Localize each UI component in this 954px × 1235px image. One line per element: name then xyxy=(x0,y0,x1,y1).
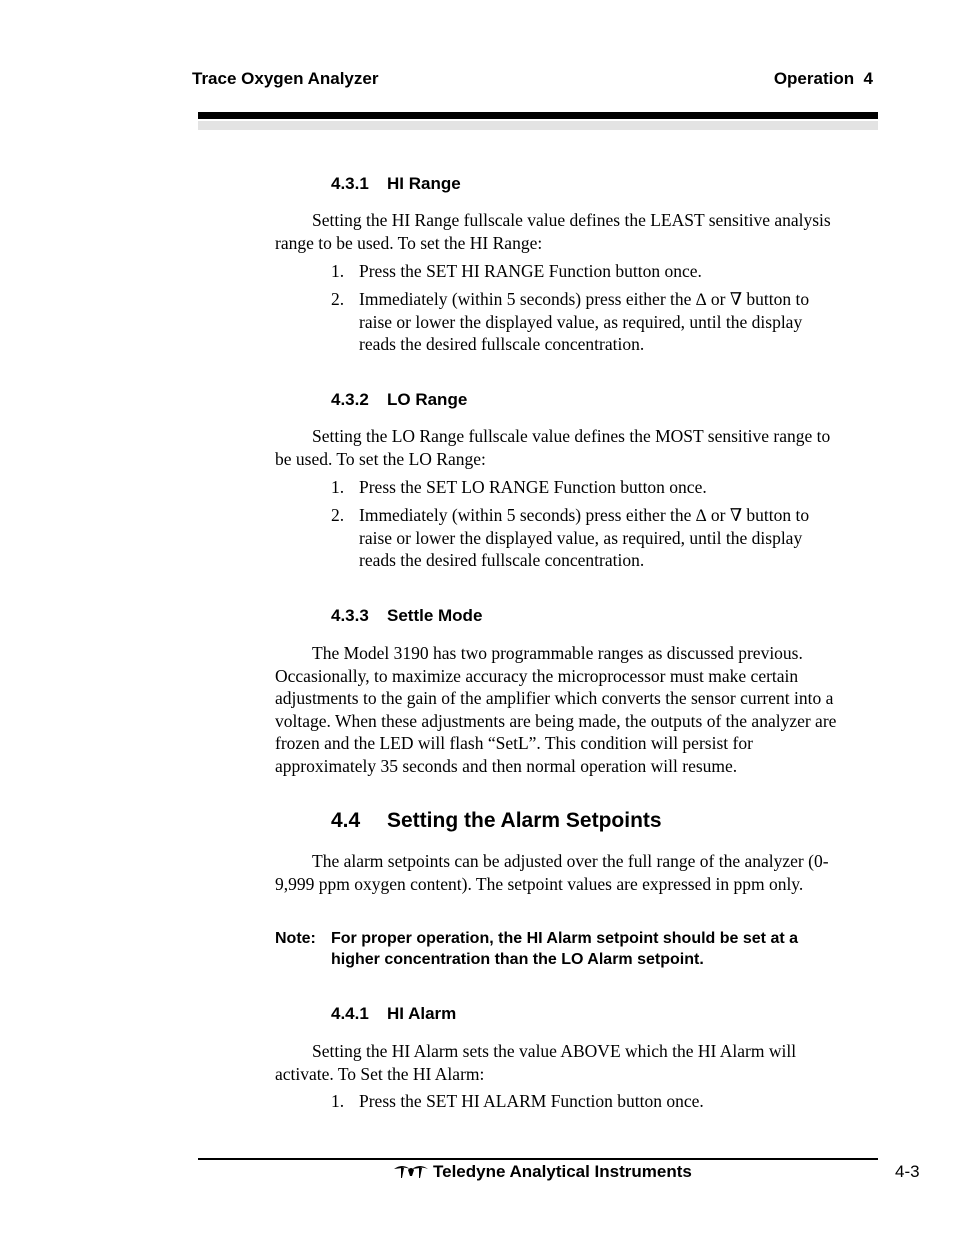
paragraph-text: The Model 3190 has two programmable ranges as discussed previous. Occasionally, to maximize accuracy the microprocessor must make certain adjustments to the gain of the amplifier which converts the sensor current into a voltage. When these adjustments are being made, the outputs of the analyzer are frozen and the LED will flash “SetL”. This condition will persist for approximately 35 seconds and then normal operation will resume. xyxy=(275,643,837,776)
section-number: 4.4 xyxy=(331,809,361,832)
note-label: Note: xyxy=(275,930,316,947)
footer-company: Teledyne Analytical Instruments xyxy=(433,1162,692,1181)
section-heading-4-3-1 xyxy=(331,174,461,194)
list-item xyxy=(331,1090,841,1113)
running-header-title: Trace Oxygen Analyzer xyxy=(192,69,379,88)
paragraph-settle-mode xyxy=(275,642,841,777)
section-heading-4-4 xyxy=(331,809,662,833)
page-number: 4-3 xyxy=(895,1162,920,1181)
note-text: For proper operation, the HI Alarm setpoint should be set at a higher concentration than the LO Alarm setpoint. xyxy=(331,930,799,968)
list-number: 1. xyxy=(331,1091,345,1111)
list-number: 1. xyxy=(331,477,345,497)
paragraph-alarm-setpoints xyxy=(275,850,835,895)
paragraph-text: The alarm setpoints can be adjusted over the full range of the analyzer (0-9,999 ppm oxygen content). The setpoint values are expressed in ppm only. xyxy=(275,851,829,894)
list-text: Press the SET HI RANGE Function button once. xyxy=(359,261,702,281)
section-number: 4.3.2 xyxy=(331,390,369,409)
list-text: Immediately (within 5 seconds) press either the ∆ or ∇ button to raise or lower the displayed value, as required, until the display reads the desired fullscale concentration. xyxy=(359,289,810,354)
teledyne-logo-icon xyxy=(393,1163,429,1179)
section-title: Settle Mode xyxy=(387,606,483,625)
header-rule xyxy=(198,112,878,119)
paragraph-text: Setting the HI Alarm sets the value ABOVE which the HI Alarm will activate. To Set the HI Alarm: xyxy=(275,1041,797,1084)
paragraph-hi-alarm-intro xyxy=(275,1040,835,1085)
section-number: 4.3.3 xyxy=(331,606,369,625)
section-title: HI Range xyxy=(387,174,461,193)
footer-rule xyxy=(198,1158,878,1160)
section-title: HI Alarm xyxy=(387,1004,457,1023)
section-heading-4-4-1 xyxy=(331,1004,456,1024)
section-heading-4-3-3 xyxy=(331,606,482,626)
section-heading-4-3-2 xyxy=(331,390,467,410)
list-number: 2. xyxy=(331,505,345,525)
list-item xyxy=(331,504,831,572)
list-item xyxy=(331,476,841,499)
paragraph-text: Setting the LO Range fullscale value defines the MOST sensitive range to be used. To set the LO Range: xyxy=(275,426,831,469)
list-text: Immediately (within 5 seconds) press either the ∆ or ∇ button to raise or lower the displayed value, as required, until the display reads the desired fullscale concentration. xyxy=(359,505,810,570)
section-title: LO Range xyxy=(387,390,468,409)
list-text: Press the SET LO RANGE Function button once. xyxy=(359,477,707,497)
list-number: 1. xyxy=(331,261,345,281)
running-header-chapter: Operation 4 xyxy=(773,69,873,88)
paragraph-text: Setting the HI Range fullscale value defines the LEAST sensitive analysis range to be used. To set the HI Range: xyxy=(275,210,831,253)
paragraph-lo-range-intro xyxy=(275,425,845,470)
paragraph-hi-range-intro xyxy=(275,209,841,254)
section-number: 4.3.1 xyxy=(331,174,369,193)
section-number: 4.4.1 xyxy=(331,1004,369,1023)
note-block xyxy=(275,928,845,970)
list-item xyxy=(331,260,841,283)
header-rule-shadow xyxy=(198,121,878,130)
list-number: 2. xyxy=(331,289,345,309)
list-item xyxy=(331,288,831,356)
list-text: Press the SET HI ALARM Function button once. xyxy=(359,1091,704,1111)
section-title: Setting the Alarm Setpoints xyxy=(387,809,662,832)
